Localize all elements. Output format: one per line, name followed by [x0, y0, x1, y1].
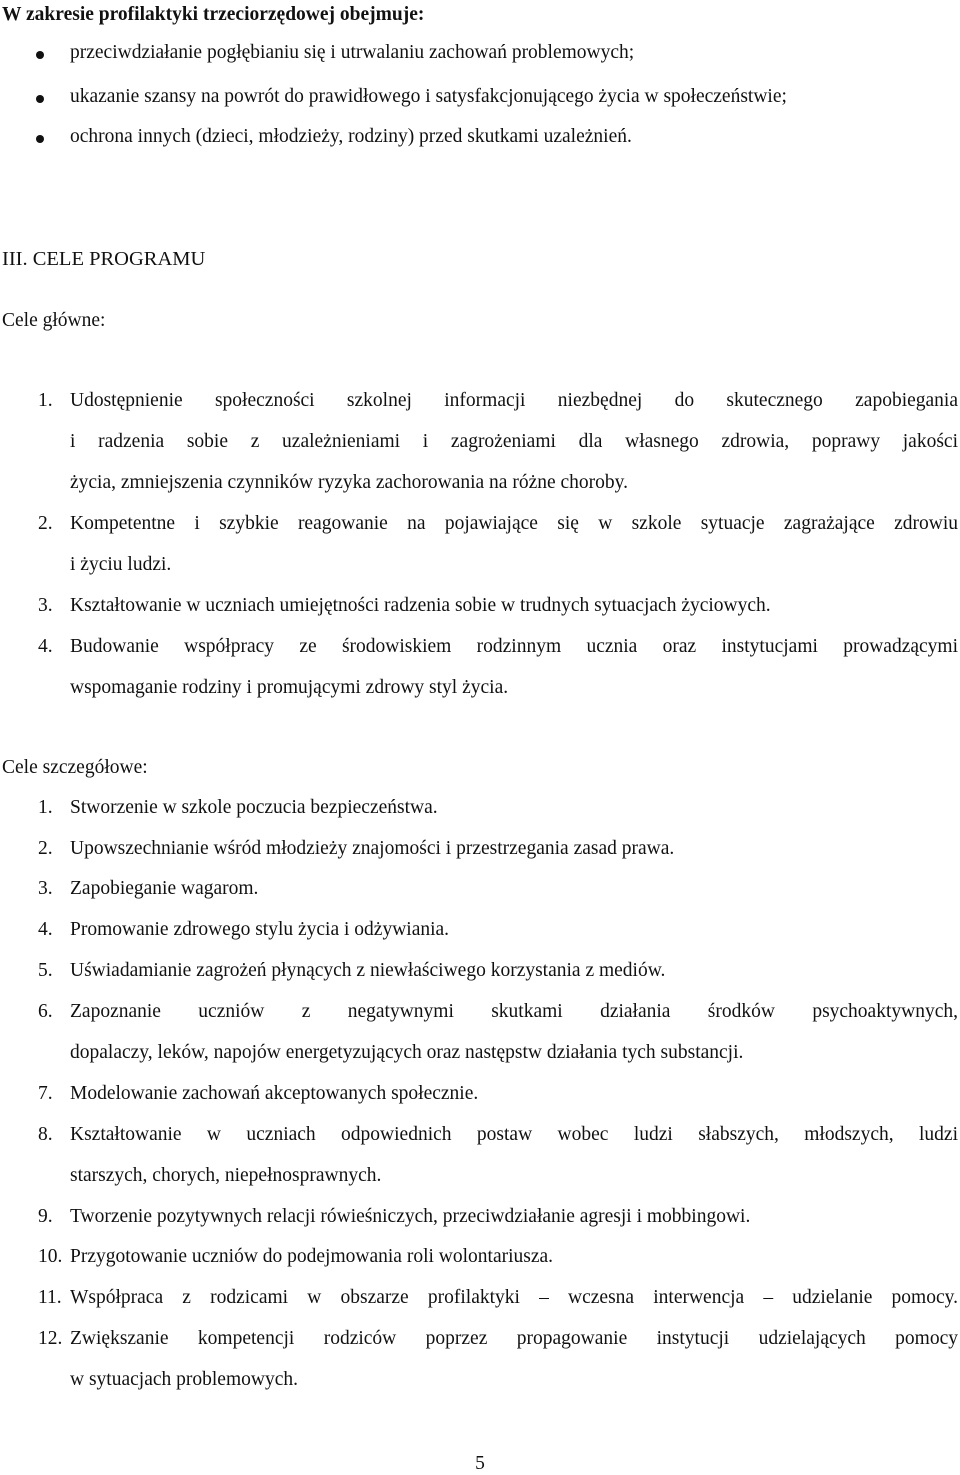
page-number: 5	[475, 1453, 485, 1474]
goal-text-line: Budowanie współpracy ze środowiskiem rodzinnym ucznia oraz instytucjami prowadzącymi	[70, 636, 958, 657]
goal-number: 5.	[38, 960, 53, 981]
goal-number: 1.	[38, 797, 53, 818]
goal-number: 6.	[38, 1001, 53, 1022]
goal-number: 10.	[38, 1246, 63, 1267]
goal-text-line: Zapobieganie wagarom.	[70, 878, 259, 899]
goal-text-line: Zwiększanie kompetencji rodziców poprzez propagowanie instytucji udzielających pomocy	[70, 1328, 958, 1349]
bullet-marker	[36, 95, 44, 103]
bullet-marker	[36, 135, 44, 143]
bullet-item: ukazanie szansy na powrót do prawidłowego i satysfakcjonującego życia w społeczeństwie;	[70, 86, 787, 107]
goal-number: 12.	[38, 1328, 63, 1349]
goal-text-line: Kształtowanie w uczniach umiejętności radzenia sobie w trudnych sytuacjach życiowych.	[70, 595, 771, 616]
bullet-item: ochrona innych (dzieci, młodzieży, rodziny) przed skutkami uzależnień.	[70, 126, 632, 147]
goal-number: 3.	[38, 878, 53, 899]
goal-text-line: Upowszechnianie wśród młodzieży znajomości i przestrzegania zasad prawa.	[70, 838, 675, 859]
goal-text-line: Tworzenie pozytywnych relacji rówieśniczych, przeciwdziałanie agresji i mobbingowi.	[70, 1206, 751, 1227]
intro-heading: W zakresie profilaktyki trzeciorzędowej obejmuje:	[2, 4, 425, 25]
bullet-item: przeciwdziałanie pogłębianiu się i utrwalaniu zachowań problemowych;	[70, 42, 635, 63]
goal-text-line: Uświadamianie zagrożeń płynących z niewłaściwego korzystania z mediów.	[70, 960, 666, 981]
goal-number: 2.	[38, 513, 53, 534]
goal-text-line: Współpraca z rodzicami w obszarze profilaktyki – wczesna interwencja – udzielanie pomocy.	[70, 1287, 958, 1308]
goal-number: 3.	[38, 595, 53, 616]
goal-text-line: Stworzenie w szkole poczucia bezpieczeństwa.	[70, 797, 438, 818]
goal-text-line: i życiu ludzi.	[70, 554, 172, 575]
goal-text-line: Modelowanie zachowań akceptowanych społecznie.	[70, 1083, 479, 1104]
goal-text-line: Zapoznanie uczniów z negatywnymi skutkami działania środków psychoaktywnych,	[70, 1001, 958, 1022]
goal-text-line: Promowanie zdrowego stylu życia i odżywiania.	[70, 919, 450, 940]
goal-text-line: Kształtowanie w uczniach odpowiednich postaw wobec ludzi słabszych, młodszych, ludzi	[70, 1124, 958, 1145]
goal-text-line: Przygotowanie uczniów do podejmowania roli wolontariusza.	[70, 1246, 554, 1267]
goal-text-line: i radzenia sobie z uzależnieniami i zagrożeniami dla własnego zdrowia, poprawy jakości	[70, 431, 958, 452]
main-goals-heading: Cele główne:	[2, 310, 106, 331]
goal-number: 1.	[38, 390, 53, 411]
goal-text-line: Udostępnienie społeczności szkolnej informacji niezbędnej do skutecznego zapobiegania	[70, 390, 958, 411]
goal-number: 4.	[38, 636, 53, 657]
goal-text-line: dopalaczy, leków, napojów energetyzujących oraz następstw działania tych substancji.	[70, 1042, 744, 1063]
goal-number: 7.	[38, 1083, 53, 1104]
goal-text-line: Kompetentne i szybkie reagowanie na pojawiające się w szkole sytuacje zagrażające zdrowiu	[70, 513, 958, 534]
goal-number: 8.	[38, 1124, 53, 1145]
specific-goals-heading: Cele szczegółowe:	[2, 757, 148, 778]
bullet-marker	[36, 51, 44, 59]
goal-number: 4.	[38, 919, 53, 940]
goal-number: 9.	[38, 1206, 53, 1227]
goal-number: 2.	[38, 838, 53, 859]
goal-text-line: wspomaganie rodziny i promującymi zdrowy styl życia.	[70, 677, 509, 698]
goal-number: 11.	[38, 1287, 62, 1308]
goal-text-line: w sytuacjach problemowych.	[70, 1369, 298, 1390]
goal-text-line: starszych, chorych, niepełnosprawnych.	[70, 1165, 382, 1186]
section-title: III. CELE PROGRAMU	[2, 248, 206, 270]
goal-text-line: życia, zmniejszenia czynników ryzyka zachorowania na różne choroby.	[70, 472, 629, 493]
